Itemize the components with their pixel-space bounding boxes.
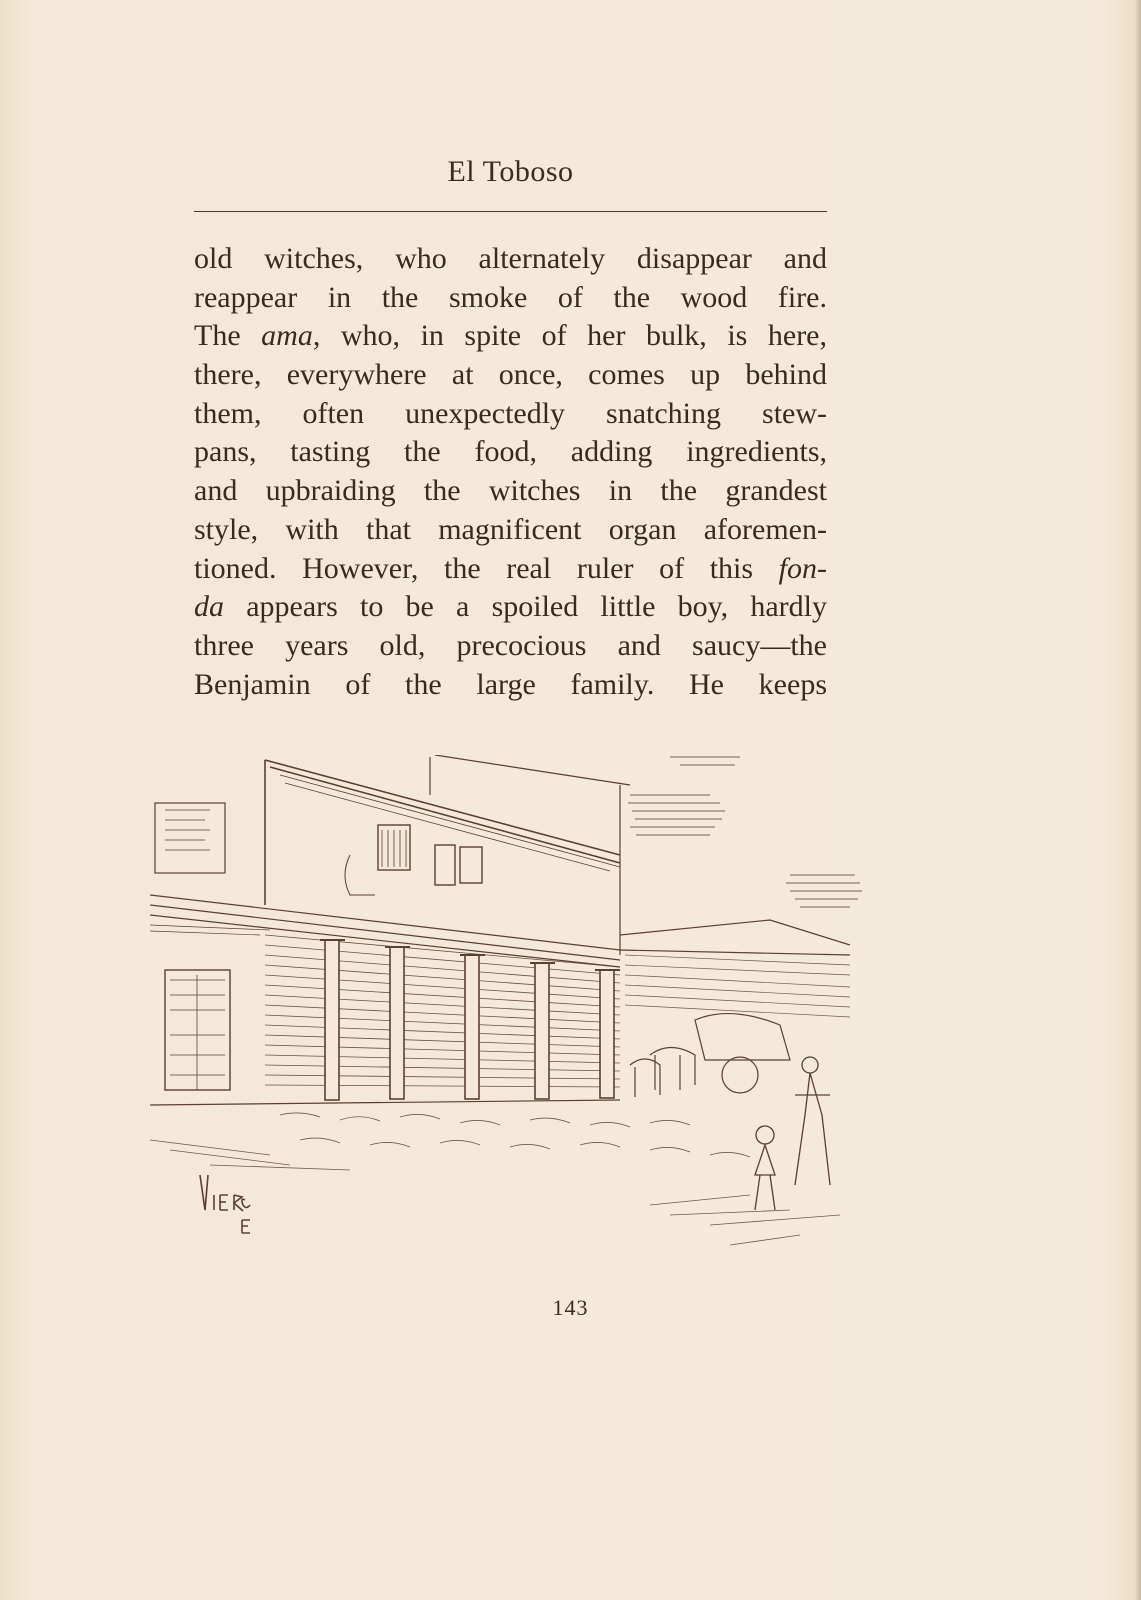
artist-signature (200, 1175, 250, 1233)
sky-hatching (628, 757, 862, 907)
italic-term: fon- (778, 551, 827, 585)
text-line (194, 279, 827, 318)
mule-cart (630, 1014, 790, 1097)
text-line (194, 550, 827, 589)
figures (755, 1057, 830, 1210)
text-segment: and upbraiding the witches in the grandest (194, 474, 827, 508)
text-line (194, 240, 827, 279)
left-window (155, 803, 225, 873)
text-line (194, 433, 827, 472)
text-line (194, 472, 827, 511)
left-door (165, 970, 230, 1090)
text-line (194, 666, 827, 705)
running-title: El Toboso (447, 155, 574, 188)
text-line (194, 356, 827, 395)
distant-roof (620, 920, 850, 955)
text-segment: tioned. However, the real ruler of this (194, 551, 779, 585)
text-segment: appears to be a spoiled little boy, hardly (224, 590, 827, 624)
page-edge-shadow (1135, 0, 1141, 1600)
body-text (194, 240, 827, 704)
cobblestone-ground (150, 1113, 840, 1245)
text-segment: three years old, precocious and saucy—the (194, 628, 827, 662)
italic-term: da (194, 590, 224, 624)
text-segment: Benjamin of the large family. He keeps (194, 667, 827, 701)
header-rule (194, 211, 827, 212)
text-segment: old witches, who alternately disappear and (194, 242, 827, 275)
text-segment: , who, in spite of her bulk, is here, (312, 319, 828, 353)
page-number: 143 (552, 1295, 589, 1320)
text-segment: there, everywhere at once, comes up behind (194, 358, 827, 392)
arcade-shadow-hatching (265, 935, 620, 1087)
building-roofline (265, 760, 620, 905)
text-segment: them, often unexpectedly snatching stew- (194, 396, 827, 430)
text-segment: pans, tasting the food, adding ingredients, (194, 435, 827, 469)
text-line (194, 395, 827, 434)
text-line (194, 627, 827, 666)
text-line (194, 588, 827, 627)
text-line (194, 317, 827, 356)
italic-term: ama (261, 319, 313, 353)
upper-window (435, 845, 455, 885)
text-segment: reappear in the smoke of the wood fire. (194, 280, 827, 314)
engraving-illustration (150, 755, 870, 1275)
text-segment: style, with that magnificent organ aforemen- (194, 512, 827, 546)
text-segment: The (194, 319, 262, 353)
arcade-beam (150, 895, 620, 967)
text-line (194, 511, 827, 550)
